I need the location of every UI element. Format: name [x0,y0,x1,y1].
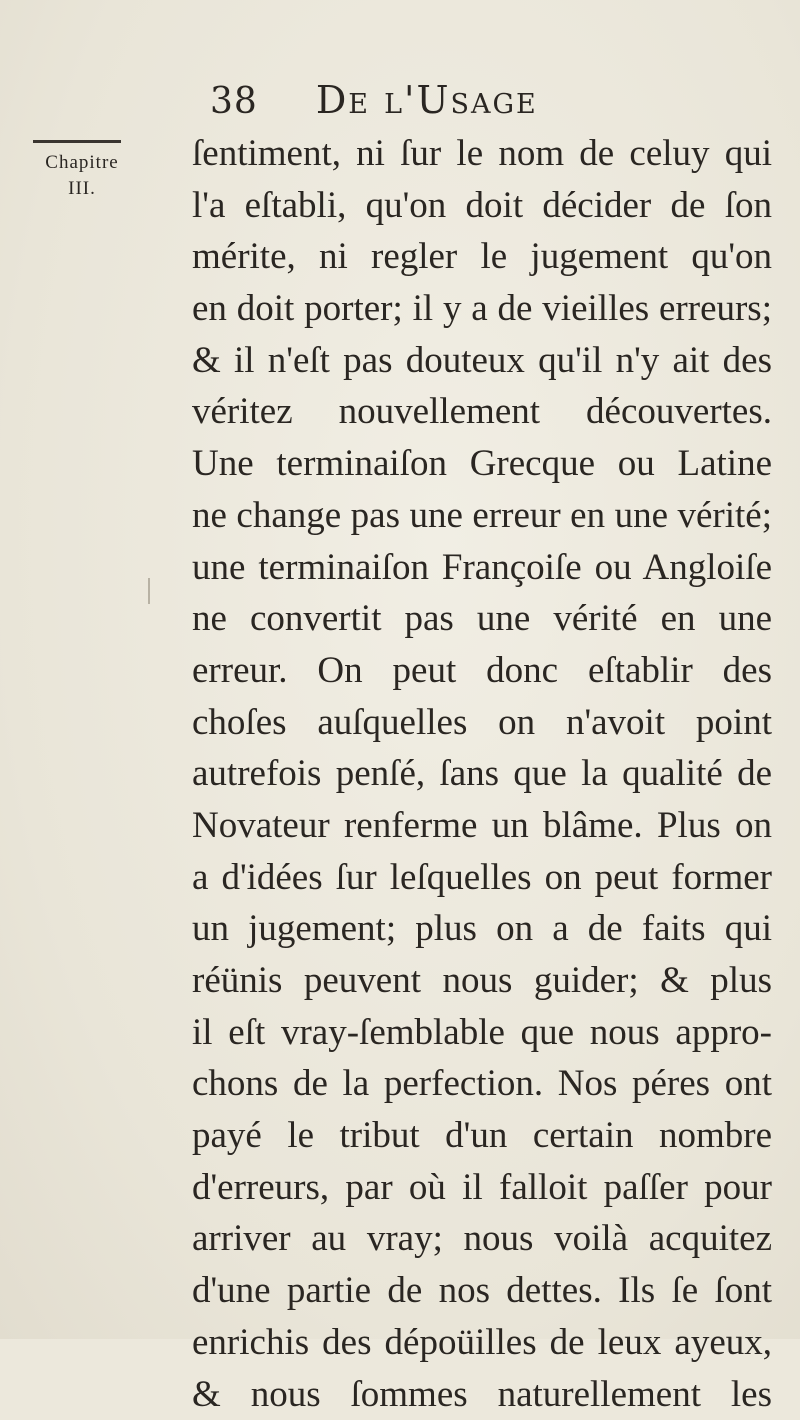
text-line: Novateur renferme un blâme. Plus on [192,800,772,852]
text-line: ſentiment, ni ſur le nom de celuy qui [192,128,772,180]
text-line: réünis peuvent nous guider; & plus [192,955,772,1007]
text-line: véritez nouvellement découvertes. [192,386,772,438]
running-header [210,78,538,128]
text-line: il eſt vray-ſemblable que nous appro- [192,1007,772,1059]
chapter-number: III. [22,176,142,202]
margin-note [22,150,142,202]
text-line: & il n'eſt pas douteux qu'il n'y ait des [192,335,772,387]
text-line: & nous ſommes naturellement les [192,1369,772,1420]
margin-mark [148,578,150,604]
text-line: une terminaiſon Françoiſe ou Angloiſe [192,542,772,594]
running-title: De l'Usage [316,78,538,122]
chapter-label: Chapitre [22,150,142,176]
text-line: a d'idées ſur leſquelles on peut former [192,852,772,904]
text-line: un jugement; plus on a de faits qui [192,903,772,955]
text-line: arriver au vray; nous voilà acquitez [192,1213,772,1265]
text-line: payé le tribut d'un certain nombre [192,1110,772,1162]
text-line: choſes auſquelles on n'avoit point [192,697,772,749]
text-line: en doit porter; il y a de vieilles erreurs; [192,283,772,335]
text-line: autrefois penſé, ſans que la qualité de [192,748,772,800]
text-line: l'a eſtabli, qu'on doit décider de ſon [192,180,772,232]
body-text [192,128,772,1420]
text-line: d'une partie de nos dettes. Ils ſe ſont [192,1265,772,1317]
text-line: erreur. On peut donc eſtablir des [192,645,772,697]
page-number: 38 [210,81,258,122]
text-line: Une terminaiſon Grecque ou Latine [192,438,772,490]
text-line: ne change pas une erreur en une vérité; [192,490,772,542]
text-line: d'erreurs, par où il falloit paſſer pour [192,1162,772,1214]
text-line: mérite, ni regler le jugement qu'on [192,231,772,283]
margin-rule [33,140,121,143]
text-line: chons de la perfection. Nos péres ont [192,1058,772,1110]
text-line: ne convertit pas une vérité en une [192,593,772,645]
text-line: enrichis des dépoüilles de leux ayeux, [192,1317,772,1369]
